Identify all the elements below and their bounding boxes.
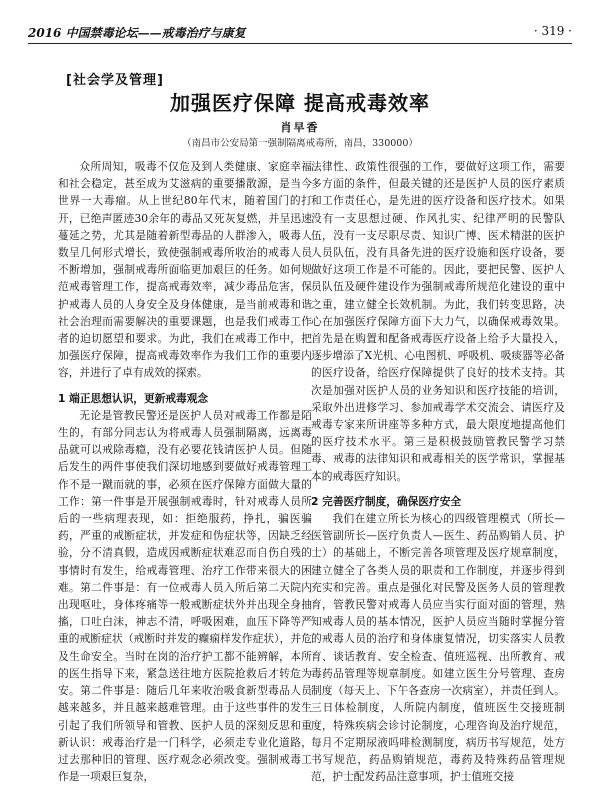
section-tag: [社会学及管理] [66, 73, 164, 88]
journal-title: 2016 中国禁毒论坛——戒毒治疗与康复 [28, 26, 246, 40]
section-1-heading: 1 端正思想认识，更新戒毒观念 [58, 391, 209, 405]
header-rule [28, 43, 572, 44]
section-2-paragraph: 我们在建立所长为核心的四级管理模式（所长—医管副所长—医疗负责人—医生、药品购销人员、护士）的基础上，不断完善各项管理及医疗规章制度，建立健全了各类人员的职责和工作制度，并逐步得到充实和完善。重点是强化对民警及医务人员的管理教育，管教民警对戒毒人员应当实行面对面的管理，熟知戒毒人员的基本情况，医护人员应当随时掌握分管的戒毒人员的治疗和身体康复情况，切实落实人员教育、谈话教育、安全检查、值班巡视、出所教育、戒毒药品管理等规章制度。如建立医生分号管理、查房制度（每天上、下午各查房一次病室），并责任到人。三日体检制度，人所院内制度，值班医生交接班制度，特殊疾病会诊讨论制度，心理咨询及治疗规范，每月不定期尿液吗啡检测制度，病历书写规范，处方书写规范，药品购销规范，毒药及特殊药品管理规范，护士配发药品注意事项，护士值班交接 [311, 512, 565, 784]
right-column [311, 158, 565, 785]
running-header [28, 22, 572, 42]
section-2-heading: 2 完善医疗制度，确保医疗安全 [311, 494, 462, 508]
section-1-paragraph: 无论是管教民警还是医护人员对戒毒工作都是陌生的，有部分同志认为将戒毒人员强制隔离，远离毒品就可以戒除毒瘾，没有必要花钱请医护人员。但随后发生的两件事使我们深切地感到要做好戒毒管理工作不是一蹴而就的事，必须在医疗保障方面做大量的工作：第一件事是开展强制戒毒时，针对戒毒人员所后的一些病理表现，如：拒绝服药，挣扎，骗医骗药，严重的戒断症状，并发症和伪症状等，因缺乏经验，分不清真假，造成因戒断症状难忍而自伤自残的事情时有发生，给戒毒管理、治疗工作带来很大的困难。第二件事是：有一位戒毒人员入所后第二天院内出现呕吐，身体疼痛等一般戒断症状外并出现全身抽搐，口吐白沫，神志不清，呼吸困难，血压下降等严重的戒断症状（戒断时并发的癫痫样发作症状），并危及生命安全。当时在岗的治疗护工都不能辨解，本所的医生指导下来，紧急送往地方医院抢救后才转危为安。第二件事是：随后几年来收治吸食新型毒品人员越来越多，并且越来越难管理。由于这些事件的发生引起了我们所领导和管教、医护人员的深刻反思和重新认识：戒毒治疗是一门科学，必须走专业化道路，过去那种旧的管理、医疗观念必须改变。强制戒毒工作是一项艰巨复杂， [58, 408, 312, 784]
continued-paragraph: 法律性、政策性很强的工作，要做好这项工作，需要多方面的条件，但最关键的还是医护人员的医疗素质和工作责任心，是先进的医疗设备和医疗技术。如果没有一支思想过硬、作风扎实、纪律严明的民警队伍，没有一支尽职尽责、知识广博、医术精湛的医护人员队伍，没有具备先进的医疗设施和医疗设备，要做好这项工作是不可能的。因此，要把民警、医护人员队伍及硬件建设作为强制戒毒所规范化建设的重中之重，建立健全长效机制。为此，我们转变思路，决心在加强医疗保障方面下大力气，以确保戒毒效果。首先是在购置和配备戒毒医疗设备上给予大量投入，逐步增添了X光机、心电图机、呼吸机、吸痰器等必备的医疗设备，给医疗保障提供了良好的技术支持。其次是加强对医护人员的业务知识和医疗技能的培训，采取外出进修学习、参加戒毒学术交流会、请医疗及戒毒专家来所讲座等多种方式，最大限度地提高他们的医疗技术水平。第三是积极鼓励管教民警学习禁毒、戒毒的法律知识和戒毒相关的医学常识，掌握基本的戒毒医疗知识。 [311, 160, 565, 483]
page-number: · 319 · [533, 24, 572, 38]
author-name: 肖早香 [280, 121, 320, 134]
intro-paragraph: 众所周知，吸毒不仅危及到人类健康、家庭幸福和社会稳定，甚至成为艾滋病的重要播散源，是当今世界一大毒瘤。从上世纪80年代末，随着国门的打开，已绝声匿迹30余年的毒品又死灰复燃，并呈迅速蔓延之势，尤其是随着新型毒品的人群渗入，吸毒人数呈几何形式增长，致使强制戒毒所收治的戒毒人员不断增加，强制戒毒所面临更加艰巨的任务。如何规范戒毒管理工作，提高戒毒效率，减少毒品危害，保护戒毒人员的人身安全及身体健康，是当前戒毒和谐社会治理而需要解决的重要课题，也是我们戒毒工作者的迫切愿望和要求。为此，我们在戒毒工作中，把加强医疗保障，提高戒毒效率作为我们工作的重要内容，并进行了卓有成效的探索。 [58, 160, 312, 380]
article-title: 加强医疗保障 提高戒毒效率 [170, 91, 430, 115]
author-affiliation: （南昌市公安局第一强制隔离戒毒所，南昌，330000） [182, 138, 418, 149]
left-column [58, 158, 312, 785]
